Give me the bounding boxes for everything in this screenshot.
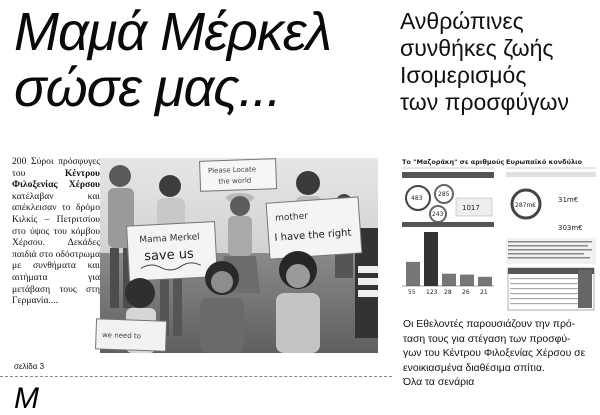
next-headline-cut: Μ [14,382,39,415]
stat-1017: 1017 [462,204,480,212]
info-bar-label: 55 [408,289,416,296]
right-headline-line-4: των προσφύγων [400,89,569,115]
right-body-line-3: γων του Κέντρου Φιλοξενίας Χέρσου σε [403,348,586,360]
stat-243: 243 [432,211,444,218]
stat-303m: 303m€ [558,224,583,232]
infographic-svg [398,152,598,312]
sign-i-have-the-right: I have the right [274,227,352,244]
right-body-line-1: Οι Εθελοντές παρουσιάζουν την πρό- [403,319,576,330]
right-body-line-5: Όλα τα σενάρια [403,377,475,389]
section-divider [0,376,392,377]
info-bar [406,262,420,286]
headline-line-2: σώσε μας... [14,58,281,118]
right-headline-line-3: Ισομερισμός [400,62,527,88]
info-right-title: Ευρωπαϊκό κονδύλιο [506,158,583,166]
main-headline [14,4,374,116]
right-body-text [403,318,598,391]
right-body-line-4: ενοικιασμένα διαθέσιμα σπίτια. [403,362,545,374]
info-bar-label: 26 [462,289,470,296]
story-text [12,156,100,307]
sign-we-need-to: we need to [101,331,142,341]
info-bar-label: 28 [444,289,452,296]
info-bar [442,274,456,286]
stat-285: 285 [438,191,450,198]
info-bar-label: 21 [480,289,488,296]
page-reference: σελίδα 3 [14,362,45,371]
right-body-line-2: ταση τους για στέγαση των προσφύ- [403,333,571,345]
story-lead: 200 Σύροι πρόσφυγες του [12,156,100,179]
stat-483: 483 [411,195,423,202]
sign-mother: mother [274,211,309,224]
right-headline-line-1: Ανθρώπινες [400,8,524,34]
story-rest: κατέλαβαν και απέκλεισαν το δρόμο Κιλκίς – Πετριτσίου στο ύψος του κόμβου Χέρσου. Δεκάδες παιδιά στο οδόστρωμα με συνθήματα και αιτήματα για μετάβαση τους στη Γερμανία.... [12,190,100,307]
sign-the-world: the world [218,176,252,186]
info-bar [478,277,492,286]
protest-photo-svg [100,158,378,353]
right-headline-line-2: συνθήκες ζωής [400,35,554,61]
info-bar-label: 123 [426,289,438,296]
info-bar [460,275,474,286]
right-headline [400,8,600,116]
stat-287m: 287m€ [515,202,537,209]
headline-line-1: Μαμά Μέρκελ [14,2,332,62]
infographic [398,152,598,312]
stat-31m: 31m€ [558,196,579,204]
sign-save-us: save us [143,246,195,265]
protest-photo [100,158,378,353]
sign-mama-merkel: Mama Merkel [139,232,200,246]
info-left-title: Το "Μαζοράκη" σε αριθμούς [402,158,505,166]
info-bar [424,232,438,286]
story-bold: Κέντρου Φιλοξενίας Χέρσου [12,167,100,191]
sign-please-locate: Please Locate [207,165,257,176]
